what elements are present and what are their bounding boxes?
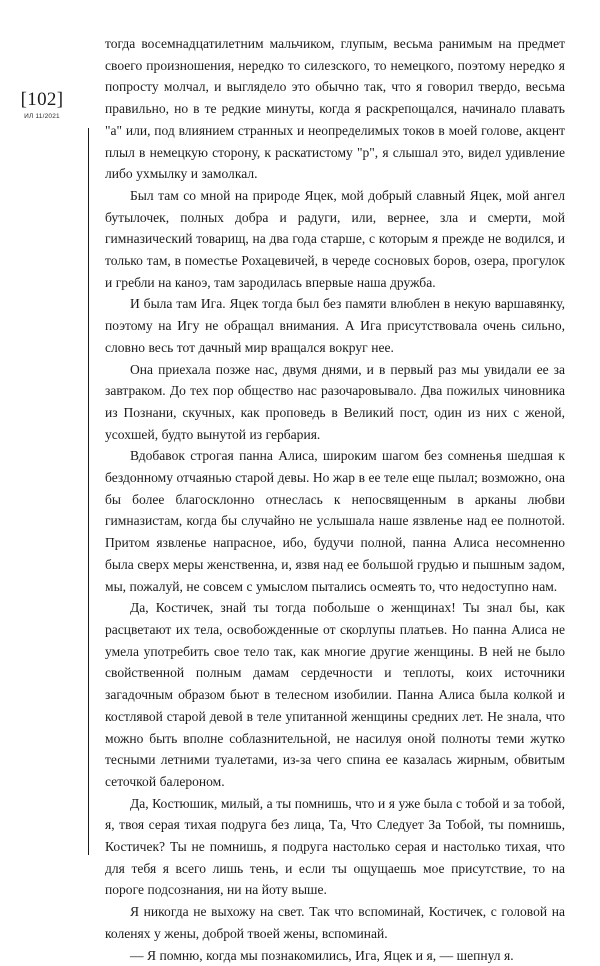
paragraph: Был там со мной на природе Яцек, мой добрый славный Яцек, мой ангел бутылочек, полных добра и радуги, или, вернее, зла и смерти, мой гимназический товарищ, на два года старше, с которым я прежде не водился, и только там, в поместье Рохацевичей, в череде сосновых боров, озера, прогулок и гребли на каноэ, там зародилась впервые наша дружба. [105,187,565,290]
journal-issue-label: ИЛ 11/2021 [24,113,60,120]
paragraph: Вдобавок строгая панна Алиса, широким шагом без сомненья шедшая к бездонному отчаянью старой девы. Но жар в ее теле еще пылал; возможно, она бы более благосклонно отнеслась к непосвященным в арканы любви гимназистам, когда бы случайно не услышала наше язвленье над ее полнотой. Притом язвленье напрасное, ибо, будучи полной, панна Алиса несомненно была сверх меры женственна, и, язвя над ее большой грудью и пышным задом, мы, пожалуй, не совсем с умыслом пытались осмеять то, что недоступно нам. [105,448,565,594]
body-text-column [105,33,565,966]
paragraph: И была там Ига. Яцек тогда был без памяти влюблен в некую варшавянку, поэтому на Игу не обращал внимания. А Ига присутствовала очень сильно, словно весь тот дачный мир вращался вокруг нее. [105,296,565,355]
page-number: [102] [20,89,64,110]
paragraph: Да, Костичек, знай ты тогда побольше о женщинах! Ты знал бы, как расцветают их тела, освобожденные от скорлупы платьев. Но панна Алиса не умела употребить свое тело так, как многие другие женщины. В ней не было свойственной полным дамам сердечности и теплоты, коих источники загадочным образом бьют в телесном изобилии. Панна Алиса была колкой и костлявой старой девой в теле упитанной женщины средних лет. Не знала, что можно быть вполне соблазнительной, не насилуя оной полноты теми жутко тесными летними туалетами, из-за чего спина ее казалась жирным, обвитым сеточкой балероном. [105,600,565,789]
paragraph-dialogue: — Я помню, когда мы познакомились, Ига, Яцек и я, — шепнул я. [130,947,514,963]
folio-block [0,90,84,121]
paragraph: тогда восемнадцатилетним мальчиком, глупым, весьма ранимым на предмет своего произношения, нередко то силезского, то немецкого, поэтому нередко я попросту молчал, и выглядело это обычно так, что я говорил твердо, весьма правильно, но в те редкие минуты, когда я раскрепощался, начинало плавать "а" или, под влиянием странных и неопределимых токов в моей голове, акцент плыл в немецкую сторону, к раскатистому "р", я слышал это, видел удивление либо ухмылку и замолкал. [105,36,565,182]
margin-divider-rule [88,128,89,855]
paragraph: Она приехала позже нас, двумя днями, и в первый раз мы увидали ее за завтраком. До тех пор общество нас разочаровывало. Два пожилых чиновника из Познани, скучных, как проповедь в Великий пост, один из них с женой, усохшей, будто вынутой из гербария. [105,361,565,442]
paragraph: Да, Костюшик, милый, а ты помнишь, что и я уже была с тобой и за тобой, я, твоя серая тихая подруга без лица, Та, Что Следует За Тобой, ты помнишь, Костичек? Ты не помнишь, я подруга настолько серая и настолько тихая, что для тебя я всего лишь тень, и если ты ощущаешь мое присутствие, то на пороге подсознания, ни на йоту выше. [105,795,565,898]
paragraph: Я никогда не выхожу на свет. Так что вспоминай, Костичек, с головой на коленях у жены, доброй твоей жены, вспоминай. [105,904,565,941]
